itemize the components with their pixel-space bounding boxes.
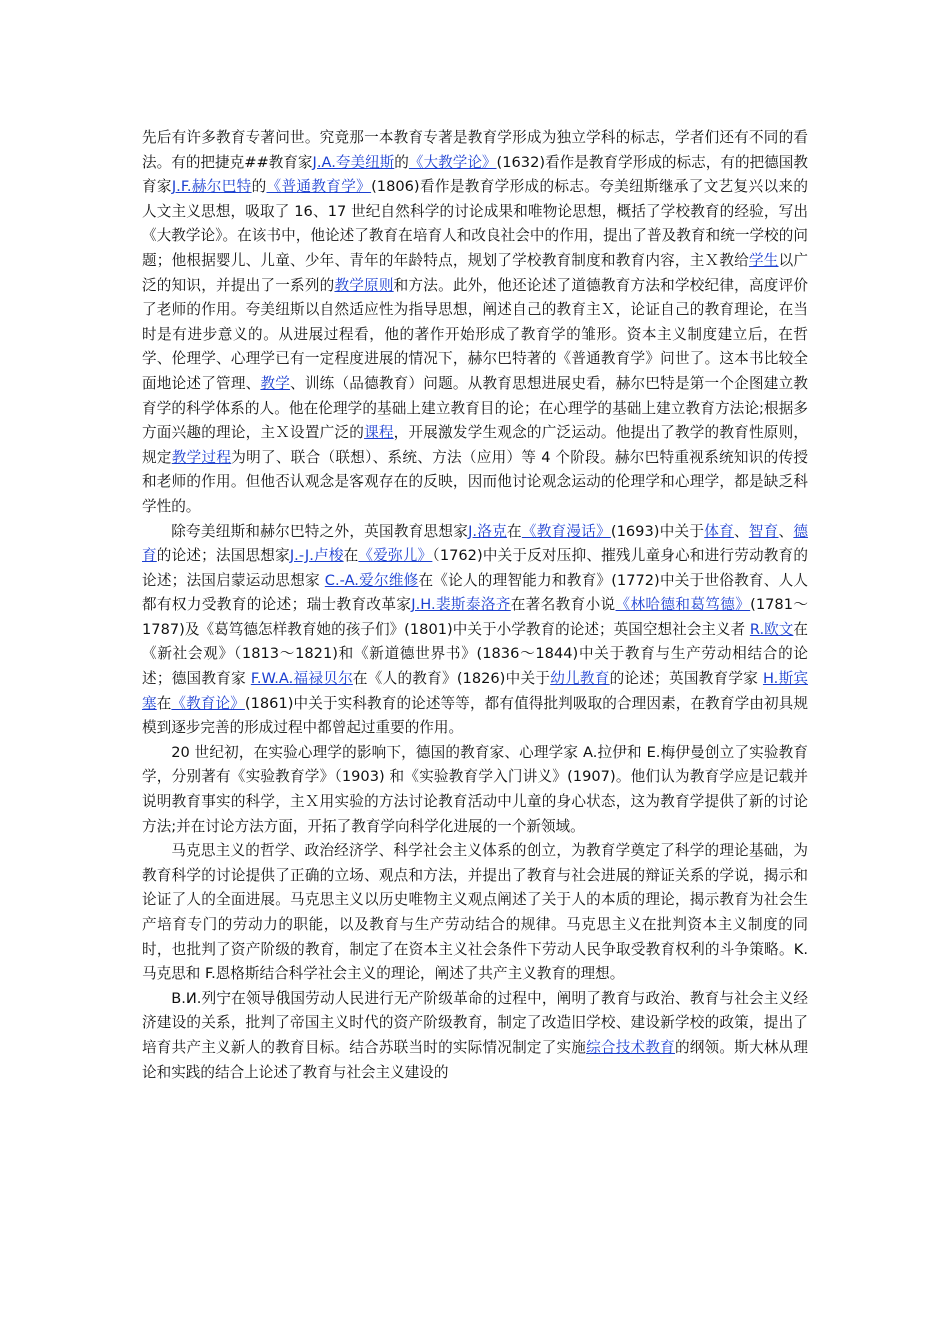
- text-run: 20 世纪初，在实验心理学的影响下，德国的教育家、心理学家 A.拉伊和 E.梅伊曼创立了实验教育学，分别著有《实验教育学》（1903) 和《实验教育学入门讲义》(1907)。他们认为教育学应是记载并说明教育事实的科学，主Ｘ用实验的方法讨论教育活动中儿童的身心状态，这为教育学提供了新的讨论方法;并在讨论方法方面，开拓了教育学向科学化进展的一个新领域。: [142, 743, 808, 835]
- hyperlink[interactable]: 学生: [748, 251, 779, 269]
- hyperlink[interactable]: R.欧文: [749, 620, 794, 638]
- text-run: 的: [394, 153, 409, 171]
- hyperlink[interactable]: 《教育论》: [171, 694, 245, 712]
- paragraph: [142, 126, 808, 520]
- text-run: 先后有许多教育专著问世。究竟那一本教育专著是教育学形成为独立学科的标志，学者们还有不同的看法。有的把捷克##教育家: [142, 129, 808, 171]
- text-run: (1693)中关于: [610, 522, 705, 540]
- paragraph: [142, 987, 808, 1085]
- hyperlink[interactable]: 《爱弥儿》: [358, 547, 433, 565]
- hyperlink[interactable]: 德育: [142, 522, 808, 565]
- text-run: (1781～1787)及《葛笃德怎样教育她的孩子们》(1801)中关于小学教育的论述；英国空想社会主义者: [142, 596, 808, 638]
- paragraph: [142, 839, 808, 987]
- hyperlink[interactable]: J.-J.卢梭: [289, 547, 344, 565]
- paragraph: [142, 741, 808, 839]
- hyperlink[interactable]: 《林哈德和葛笃德》: [615, 596, 751, 614]
- text-run: ，开展激发学生观念的广泛运动。他提出了教学的教育性原则，规定: [142, 424, 808, 466]
- text-run: (1861)中关于实科教育的论述等等，都有值得批判吸取的合理因素，在教育学由初具规模到逐步完善的形成过程中都曾起过重要的作用。: [142, 694, 808, 737]
- text-run: 马克思主义的哲学、政治经济学、科学社会主义体系的创立，为教育学奠定了科学的理论基础，为教育科学的讨论提供了正确的立场、观点和方法，并提出了教育与社会进展的辩证关系的学说，揭示和论证了人的全面进展。马克思主义以历史唯物主义观点阐述了关于人的本质的理论，揭示教育为社会生产培育专门的劳动力的职能，以及教育与生产劳动结合的规律。马克思主义在批判资本主义制度的同时，也批判了资产阶级的教育，制定了在资本主义社会条件下劳动人民争取受教育权利的斗争策略。K.马克思和 F.恩格斯结合科学社会主义的理论，阐述了共产主义教育的理想。: [142, 842, 808, 983]
- hyperlink[interactable]: 《大教学论》: [408, 153, 497, 171]
- text-run: 在: [156, 694, 172, 712]
- text-run: 在著名教育小说: [510, 596, 616, 614]
- text-run: 在: [506, 522, 522, 540]
- text-run: 的: [251, 178, 267, 196]
- text-run: （1762)中关于反对压抑、摧残儿童身心和进行劳动教育的论述；法国启蒙运动思想家: [142, 547, 808, 589]
- text-run: 的纲领。斯大林从理论和实践的结合上论述了教育与社会主义建设的: [142, 1038, 808, 1081]
- hyperlink[interactable]: J.F.赫尔巴特: [171, 178, 252, 196]
- document-body: [142, 126, 808, 1085]
- text-run: 在《人的教育》(1826)中关于: [352, 670, 551, 688]
- hyperlink[interactable]: 课程: [364, 424, 394, 442]
- text-run: (1806)看作是教育学形成的标志。夸美纽斯继承了文艺复兴以来的人文主义思想，吸取了 16、17 世纪自然科学的讨论成果和唯物论思想，概括了学校教育的经验，写出《大教学论》。在该书中，他论述了教育在培育人和改良社会中的作用，提出了普及教育和统一学校的问题；他根据婴儿、儿童、少年、青年的年龄特点，规划了学校教育制度和教育内容，主Ｘ教给: [142, 178, 808, 269]
- text-run: 为明了、联合（联想）、系统、方法（应用）等 4 个阶段。赫尔巴特重视系统知识的传授和老师的作用。但他否认观念是客观存在的反映，因而他讨论观念运动的伦理学和心理学，都是缺乏科学性的。: [142, 448, 808, 515]
- hyperlink[interactable]: 教学原则: [334, 276, 394, 294]
- text-run: 、训练（品德教育）问题。从教育思想进展史看，赫尔巴特是第一个企图建立教育学的科学体系的人。他在伦理学的基础上建立教育目的论；在心理学的基础上建立教育方法论;根据多方面兴趣的理论，主Ｘ设置广泛的: [142, 374, 808, 442]
- text-run: 在: [343, 547, 359, 565]
- hyperlink[interactable]: 《普通教育学》: [266, 178, 372, 196]
- text-run: 的论述；英国教育学家: [609, 670, 763, 688]
- hyperlink[interactable]: J.H.裴斯泰洛齐: [411, 596, 511, 614]
- text-run: 和方法。此外，他还论述了道德教育方法和学校纪律，高度评价了老师的作用。夸美纽斯以自然适应性为指导思想，阐述自己的教育主Ｘ，论证自己的教育理论，在当时是有进步意义的。从进展过程看，他的著作开始形成了教育学的雏形。资本主义制度建立后，在哲学、伦理学、心理学已有一定程度进展的情况下，赫尔巴特著的《普通教育学》问世了。这本书比较全面地论述了管理、: [142, 276, 808, 392]
- hyperlink[interactable]: J.A.夸美纽斯: [312, 153, 395, 171]
- hyperlink[interactable]: 智育: [748, 522, 779, 540]
- text-run: 在《论人的理智能力和教育》(1772)中关于世俗教育、人人都有权力受教育的论述；瑞士教育改革家: [142, 571, 809, 614]
- text-run: 以广泛的知识，并提出了一系列的: [142, 251, 808, 294]
- text-run: B.И.列宁在领导俄国劳动人民进行无产阶级革命的过程中，阐明了教育与政治、教育与社会主义经济建设的关系，批判了帝国主义时代的资产阶级教育，制定了改造旧学校、建设新学校的政策，提出了培育共产主义新人的教育目标。结合苏联当时的实际情况制定了实施: [142, 989, 808, 1056]
- hyperlink[interactable]: H.斯宾塞: [142, 670, 809, 712]
- hyperlink[interactable]: 教学: [260, 374, 291, 392]
- text-run: 除夸美纽斯和赫尔巴特之外，英国教育思想家: [171, 522, 469, 540]
- text-run: 在《新社会观》（1813～1821)和《新道德世界书》(1836～1844)中关于教育与生产劳动相结合的论述；德国教育家: [142, 620, 808, 688]
- text-run: 、: [733, 522, 749, 540]
- hyperlink[interactable]: F.W.A.福禄贝尔: [250, 670, 353, 688]
- text-run: 的论述；法国思想家: [156, 547, 290, 565]
- hyperlink[interactable]: C.-A.爱尔维修: [324, 571, 419, 589]
- text-run: (1632)看作是教育学形成的标志，有的把德国教育家: [142, 153, 808, 196]
- hyperlink[interactable]: 《教育漫话》: [521, 522, 611, 540]
- paragraph: [142, 520, 808, 741]
- hyperlink[interactable]: 教学过程: [171, 448, 232, 466]
- hyperlink[interactable]: J.洛克: [468, 522, 507, 540]
- hyperlink[interactable]: 体育: [704, 522, 734, 540]
- hyperlink[interactable]: 幼儿教育: [550, 670, 610, 688]
- hyperlink[interactable]: 综合技术教育: [586, 1038, 675, 1056]
- text-run: 、: [778, 522, 794, 540]
